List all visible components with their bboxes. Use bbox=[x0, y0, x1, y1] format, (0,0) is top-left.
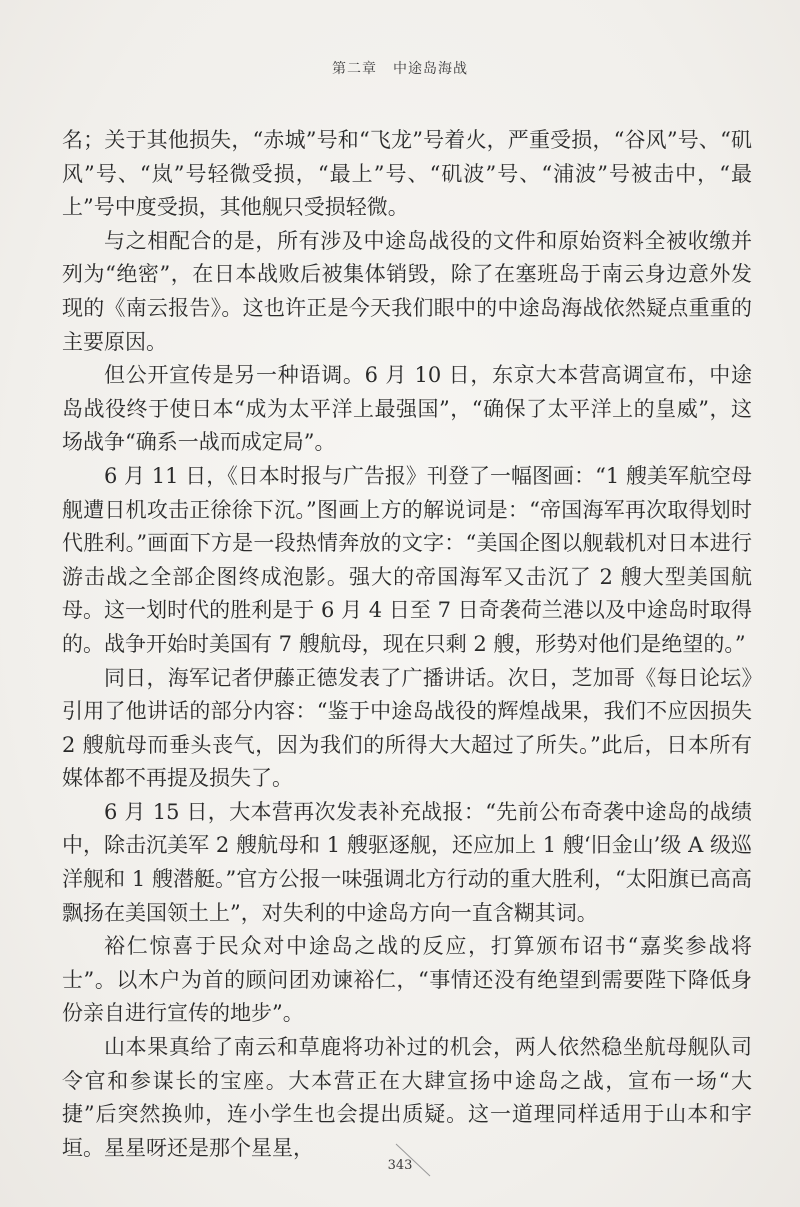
paragraph: 裕仁惊喜于民众对中途岛之战的反应，打算颁布诏书“嘉奖参战将士”。以木户为首的顾问团劝谏裕仁，“事情还没有绝望到需要陛下降低身份亲自进行宣传的地步”。 bbox=[62, 934, 752, 1026]
chapter-title: 中途岛海战 bbox=[393, 61, 468, 77]
paragraph: 山本果真给了南云和草鹿将功补过的机会，两人依然稳坐航母舰队司令官和参谋长的宝座。大本营正在大肆宣扬中途岛之战，宣布一场“大捷”后突然换帅，连小学生也会提出质疑。这一道理同样适用于山本和宇垣。星星呀还是那个星星， bbox=[62, 1035, 752, 1160]
page-number: 343 bbox=[387, 1158, 413, 1173]
paragraph: 名；关于其他损失，“赤城”号和“飞龙”号着火，严重受损，“谷风”号、“矶风”号、“岚”号轻微受损，“最上”号、“矶波”号、“浦波”号被击中，“最上”号中度受损，其他舰只受损轻微。 bbox=[62, 128, 752, 220]
paragraph: 同日，海军记者伊藤正德发表了广播讲话。次日，芝加哥《每日论坛》引用了他讲话的部分内容：“鉴于中途岛战役的辉煌战果，我们不应因损失 2 艘航母而垂头丧气，因为我们的所得大大超过了所失。”此后，日本所有媒体都不再提及损失了。 bbox=[62, 665, 752, 791]
paragraph: 但公开宣传是另一种语调。6 月 10 日，东京大本营高调宣布，中途岛战役终于使日本“成为太平洋上最强国”，“确保了太平洋上的皇威”，这场战争“确系一战而成定局”。 bbox=[62, 363, 752, 455]
paragraph: 6 月 11 日，《日本时报与广告报》刊登了一幅图画：“1 艘美军航空母舰遭日机攻击正徐徐下沉。”图画上方的解说词是：“帝国海军再次取得划时代胜利。”画面下方是一段热情奔放的文字：“美国企图以舰载机对日本进行游击战之全部企图终成泡影。强大的帝国海军又击沉了 2 艘大型美国航母。这一划时代的胜利是于 6 月 4 日至 7 日奇袭荷兰港以及中途岛时取得的。战争开始时美国有 7 艘航母，现在只剩 2 艘，形势对他们是绝望的。” bbox=[62, 463, 752, 656]
paragraph: 6 月 15 日，大本营再次发表补充战报：“先前公布奇袭中途岛的战绩中，除击沉美军 2 艘航母和 1 艘驱逐舰，还应加上 1 艘‘旧金山’级 A 级巡洋舰和 1 艘潜艇。”官方公报一味强调北方行动的重大胜利，“太阳旗已高高飘扬在美国领土上”，对失利的中途岛方向一直含糊其词。 bbox=[62, 799, 752, 925]
chapter-label: 第二章 bbox=[332, 61, 377, 77]
body-text bbox=[62, 124, 752, 1165]
running-header bbox=[0, 58, 800, 78]
paragraph: 与之相配合的是，所有涉及中途岛战役的文件和原始资料全被收缴并列为“绝密”，在日本战败后被集体销毁，除了在塞班岛于南云身边意外发现的《南云报告》。这也许正是今天我们眼中的中途岛海战依然疑点重重的主要原因。 bbox=[62, 228, 752, 354]
